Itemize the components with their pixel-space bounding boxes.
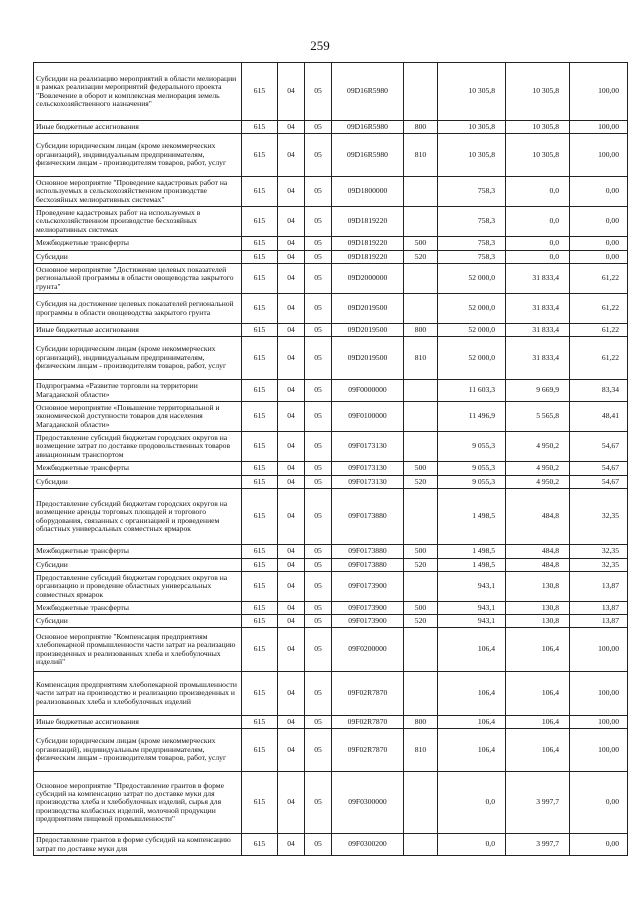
ministry-code-cell: 615 [242, 572, 278, 602]
actual-amount-cell: 484,8 [506, 559, 570, 572]
execution-percent-cell: 61,22 [570, 337, 628, 380]
subsection-code-cell: 05 [305, 432, 332, 462]
expense-type-cell: 800 [404, 716, 438, 729]
target-article-cell: 09F0173900 [332, 572, 404, 602]
expense-type-cell: 520 [404, 615, 438, 628]
actual-amount-cell: 106,4 [506, 716, 570, 729]
subsection-code-cell: 05 [305, 559, 332, 572]
expense-type-cell: 810 [404, 134, 438, 177]
actual-amount-cell: 130,8 [506, 572, 570, 602]
row-name-cell: Субсидии [34, 251, 242, 264]
subsection-code-cell: 05 [305, 134, 332, 177]
expense-type-cell [404, 264, 438, 294]
ministry-code-cell: 615 [242, 432, 278, 462]
actual-amount-cell: 9 669,9 [506, 380, 570, 402]
section-code-cell: 04 [278, 402, 305, 432]
actual-amount-cell: 10 305,8 [506, 121, 570, 134]
table-row [34, 207, 628, 237]
expense-type-cell: 500 [404, 545, 438, 559]
execution-percent-cell: 61,22 [570, 264, 628, 294]
subsection-code-cell: 05 [305, 294, 332, 324]
actual-amount-cell: 10 305,8 [506, 134, 570, 177]
expense-type-cell [404, 489, 438, 545]
section-code-cell: 04 [278, 432, 305, 462]
plan-amount-cell: 758,3 [438, 237, 506, 251]
expense-type-cell [404, 432, 438, 462]
plan-amount-cell: 758,3 [438, 177, 506, 207]
actual-amount-cell: 0,0 [506, 207, 570, 237]
target-article-cell: 09F0173880 [332, 489, 404, 545]
section-code-cell: 04 [278, 324, 305, 337]
row-name-cell: Предоставление субсидий бюджетам городских округов на возмещение аренды торговых площадей и торгового оборудования, связанных с организацией и проведением областных универсальных совместных ярмарок [34, 489, 242, 545]
expense-type-cell: 810 [404, 337, 438, 380]
section-code-cell: 04 [278, 264, 305, 294]
expense-type-cell: 500 [404, 602, 438, 615]
plan-amount-cell: 11 603,3 [438, 380, 506, 402]
plan-amount-cell: 10 305,8 [438, 121, 506, 134]
section-code-cell: 04 [278, 294, 305, 324]
table-row [34, 545, 628, 559]
execution-percent-cell: 100,00 [570, 729, 628, 772]
section-code-cell: 04 [278, 462, 305, 476]
row-name-cell: Иные бюджетные ассигнования [34, 324, 242, 337]
target-article-cell: 09D16R5980 [332, 121, 404, 134]
ministry-code-cell: 615 [242, 672, 278, 716]
ministry-code-cell: 615 [242, 476, 278, 489]
plan-amount-cell: 106,4 [438, 729, 506, 772]
section-code-cell: 04 [278, 177, 305, 207]
row-name-cell: Проведение кадастровых работ на используемых в сельскохозяйственном производстве бесхозяйных мелиоративных системах [34, 207, 242, 237]
target-article-cell: 09F0173880 [332, 559, 404, 572]
actual-amount-cell: 0,0 [506, 177, 570, 207]
plan-amount-cell: 943,1 [438, 572, 506, 602]
target-article-cell: 09F02R7870 [332, 716, 404, 729]
table-row [34, 63, 628, 121]
section-code-cell: 04 [278, 63, 305, 121]
row-name-cell: Субсидия на достижение целевых показателей региональной программы в области овощеводства закрытого грунта [34, 294, 242, 324]
expense-type-cell [404, 294, 438, 324]
row-name-cell: Иные бюджетные ассигнования [34, 121, 242, 134]
table-row [34, 134, 628, 177]
ministry-code-cell: 615 [242, 834, 278, 856]
row-name-cell: Предоставление субсидий бюджетам городских округов на организацию и проведение областных универсальных совместных ярмарок [34, 572, 242, 602]
target-article-cell: 09F02R7870 [332, 672, 404, 716]
execution-percent-cell: 0,00 [570, 772, 628, 834]
expense-type-cell [404, 177, 438, 207]
execution-percent-cell: 100,00 [570, 672, 628, 716]
target-article-cell: 09F0173130 [332, 476, 404, 489]
execution-percent-cell: 32,35 [570, 545, 628, 559]
plan-amount-cell: 1 498,5 [438, 545, 506, 559]
section-code-cell: 04 [278, 834, 305, 856]
ministry-code-cell: 615 [242, 177, 278, 207]
row-name-cell: Субсидии юридическим лицам (кроме некоммерческих организаций), индивидуальным предпринимателям, физическим лицам - производителям товаров, работ, услуг [34, 134, 242, 177]
subsection-code-cell: 05 [305, 207, 332, 237]
subsection-code-cell: 05 [305, 628, 332, 672]
execution-percent-cell: 13,87 [570, 602, 628, 615]
subsection-code-cell: 05 [305, 615, 332, 628]
actual-amount-cell: 106,4 [506, 628, 570, 672]
plan-amount-cell: 758,3 [438, 207, 506, 237]
row-name-cell: Межбюджетные трансферты [34, 545, 242, 559]
expense-type-cell [404, 672, 438, 716]
ministry-code-cell: 615 [242, 380, 278, 402]
target-article-cell: 09F0100000 [332, 402, 404, 432]
table-row [34, 251, 628, 264]
table-row [34, 615, 628, 628]
ministry-code-cell: 615 [242, 324, 278, 337]
execution-percent-cell: 48,41 [570, 402, 628, 432]
table-row [34, 121, 628, 134]
section-code-cell: 04 [278, 121, 305, 134]
target-article-cell: 09D1819220 [332, 237, 404, 251]
target-article-cell: 09F0000000 [332, 380, 404, 402]
expense-type-cell [404, 772, 438, 834]
execution-percent-cell: 0,00 [570, 237, 628, 251]
expense-type-cell [404, 402, 438, 432]
table-row [34, 476, 628, 489]
actual-amount-cell: 484,8 [506, 489, 570, 545]
table-row [34, 489, 628, 545]
actual-amount-cell: 3 997,7 [506, 834, 570, 856]
section-code-cell: 04 [278, 729, 305, 772]
subsection-code-cell: 05 [305, 672, 332, 716]
subsection-code-cell: 05 [305, 772, 332, 834]
section-code-cell: 04 [278, 672, 305, 716]
target-article-cell: 09D1819220 [332, 251, 404, 264]
ministry-code-cell: 615 [242, 134, 278, 177]
actual-amount-cell: 106,4 [506, 729, 570, 772]
plan-amount-cell: 52 000,0 [438, 264, 506, 294]
subsection-code-cell: 05 [305, 476, 332, 489]
actual-amount-cell: 31 833,4 [506, 294, 570, 324]
row-name-cell: Подпрограмма «Развитие торговли на территории Магаданской области» [34, 380, 242, 402]
ministry-code-cell: 615 [242, 264, 278, 294]
ministry-code-cell: 615 [242, 337, 278, 380]
actual-amount-cell: 31 833,4 [506, 337, 570, 380]
execution-percent-cell: 100,00 [570, 121, 628, 134]
actual-amount-cell: 10 305,8 [506, 63, 570, 121]
row-name-cell: Субсидии на реализацию мероприятий в области мелиорации в рамках реализации мероприятий федерального проекта "Вовлечение в оборот и комплексная мелиорация земель сельскохозяйственного назначения" [34, 63, 242, 121]
plan-amount-cell: 1 498,5 [438, 489, 506, 545]
subsection-code-cell: 05 [305, 324, 332, 337]
plan-amount-cell: 106,4 [438, 672, 506, 716]
target-article-cell: 09F0200000 [332, 628, 404, 672]
expense-type-cell: 500 [404, 462, 438, 476]
ministry-code-cell: 615 [242, 294, 278, 324]
table-row [34, 237, 628, 251]
subsection-code-cell: 05 [305, 545, 332, 559]
row-name-cell: Субсидии юридическим лицам (кроме некоммерческих организаций), индивидуальным предпринимателям, физическим лицам - производителям товаров, работ, услуг [34, 729, 242, 772]
subsection-code-cell: 05 [305, 489, 332, 545]
execution-percent-cell: 0,00 [570, 177, 628, 207]
target-article-cell: 09F02R7870 [332, 729, 404, 772]
table-row [34, 729, 628, 772]
expense-type-cell [404, 207, 438, 237]
subsection-code-cell: 05 [305, 264, 332, 294]
target-article-cell: 09F0173130 [332, 432, 404, 462]
target-article-cell: 09D2019500 [332, 337, 404, 380]
plan-amount-cell: 106,4 [438, 716, 506, 729]
subsection-code-cell: 05 [305, 251, 332, 264]
table-row [34, 324, 628, 337]
plan-amount-cell: 52 000,0 [438, 324, 506, 337]
execution-percent-cell: 32,35 [570, 489, 628, 545]
actual-amount-cell: 4 950,2 [506, 462, 570, 476]
target-article-cell: 09F0173900 [332, 615, 404, 628]
budget-table [33, 62, 628, 856]
expense-type-cell [404, 572, 438, 602]
row-name-cell: Субсидии [34, 559, 242, 572]
expense-type-cell: 520 [404, 476, 438, 489]
section-code-cell: 04 [278, 772, 305, 834]
ministry-code-cell: 615 [242, 237, 278, 251]
ministry-code-cell: 615 [242, 489, 278, 545]
target-article-cell: 09D1819220 [332, 207, 404, 237]
subsection-code-cell: 05 [305, 337, 332, 380]
actual-amount-cell: 106,4 [506, 672, 570, 716]
section-code-cell: 04 [278, 489, 305, 545]
plan-amount-cell: 9 055,3 [438, 432, 506, 462]
ministry-code-cell: 615 [242, 615, 278, 628]
section-code-cell: 04 [278, 602, 305, 615]
expense-type-cell: 810 [404, 729, 438, 772]
actual-amount-cell: 5 565,8 [506, 402, 570, 432]
target-article-cell: 09F0173130 [332, 462, 404, 476]
actual-amount-cell: 130,8 [506, 615, 570, 628]
table-row [34, 380, 628, 402]
table-row [34, 628, 628, 672]
actual-amount-cell: 31 833,4 [506, 264, 570, 294]
ministry-code-cell: 615 [242, 462, 278, 476]
page-number: 259 [310, 38, 330, 53]
row-name-cell: Основное мероприятие "Компенсация предприятиям хлебопекарной промышленности части затрат на реализацию произведенных и реализованных хлеба и хлебобулочных изделий" [34, 628, 242, 672]
execution-percent-cell: 13,87 [570, 615, 628, 628]
target-article-cell: 09D16R5980 [332, 134, 404, 177]
ministry-code-cell: 615 [242, 545, 278, 559]
table-body [34, 63, 628, 856]
target-article-cell: 09D2019500 [332, 324, 404, 337]
row-name-cell: Иные бюджетные ассигнования [34, 716, 242, 729]
actual-amount-cell: 130,8 [506, 602, 570, 615]
plan-amount-cell: 10 305,8 [438, 63, 506, 121]
plan-amount-cell: 9 055,3 [438, 462, 506, 476]
subsection-code-cell: 05 [305, 121, 332, 134]
table-row [34, 672, 628, 716]
subsection-code-cell: 05 [305, 237, 332, 251]
plan-amount-cell: 943,1 [438, 602, 506, 615]
subsection-code-cell: 05 [305, 602, 332, 615]
execution-percent-cell: 61,22 [570, 324, 628, 337]
subsection-code-cell: 05 [305, 729, 332, 772]
plan-amount-cell: 0,0 [438, 834, 506, 856]
subsection-code-cell: 05 [305, 834, 332, 856]
section-code-cell: 04 [278, 559, 305, 572]
section-code-cell: 04 [278, 337, 305, 380]
section-code-cell: 04 [278, 207, 305, 237]
table-row [34, 602, 628, 615]
subsection-code-cell: 05 [305, 380, 332, 402]
target-article-cell: 09D2000000 [332, 264, 404, 294]
row-name-cell: Субсидии [34, 476, 242, 489]
target-article-cell: 09F0173880 [332, 545, 404, 559]
row-name-cell: Субсидии [34, 615, 242, 628]
subsection-code-cell: 05 [305, 177, 332, 207]
section-code-cell: 04 [278, 545, 305, 559]
row-name-cell: Предоставление грантов в форме субсидий на компенсацию затрат по доставке муки для [34, 834, 242, 856]
expense-type-cell: 800 [404, 324, 438, 337]
row-name-cell: Основное мероприятие "Достижение целевых показателей региональной программы в области овощеводства закрытого грунта" [34, 264, 242, 294]
table-row [34, 177, 628, 207]
table-row [34, 772, 628, 834]
actual-amount-cell: 0,0 [506, 251, 570, 264]
execution-percent-cell: 100,00 [570, 628, 628, 672]
ministry-code-cell: 615 [242, 716, 278, 729]
table-row [34, 572, 628, 602]
section-code-cell: 04 [278, 237, 305, 251]
row-name-cell: Основное мероприятие "Предоставление грантов в форме субсидий на компенсацию затрат по доставке муки для производства хлеба и хлебобулочных изделий, сырья для производства колбасных изделий, молочной продукции предприятиям пищевой промышленности" [34, 772, 242, 834]
execution-percent-cell: 100,00 [570, 716, 628, 729]
row-name-cell: Основное мероприятие "Проведение кадастровых работ на используемых в сельскохозяйственном производстве бесхозяйных мелиоративных системах" [34, 177, 242, 207]
expense-type-cell: 520 [404, 559, 438, 572]
execution-percent-cell: 54,67 [570, 462, 628, 476]
execution-percent-cell: 54,67 [570, 476, 628, 489]
row-name-cell: Компенсация предприятиям хлебопекарной промышленности части затрат на производство и реализацию произведенных и реализованных хлеба и хлебобулочных изделий [34, 672, 242, 716]
ministry-code-cell: 615 [242, 207, 278, 237]
ministry-code-cell: 615 [242, 402, 278, 432]
section-code-cell: 04 [278, 380, 305, 402]
ministry-code-cell: 615 [242, 772, 278, 834]
subsection-code-cell: 05 [305, 572, 332, 602]
row-name-cell: Субсидии юридическим лицам (кроме некоммерческих организаций), индивидуальным предпринимателям, физическим лицам - производителям товаров, работ, услуг [34, 337, 242, 380]
target-article-cell: 09D2019500 [332, 294, 404, 324]
target-article-cell: 09F0300000 [332, 772, 404, 834]
execution-percent-cell: 100,00 [570, 134, 628, 177]
subsection-code-cell: 05 [305, 63, 332, 121]
target-article-cell: 09D16R5980 [332, 63, 404, 121]
section-code-cell: 04 [278, 476, 305, 489]
target-article-cell: 09D1800000 [332, 177, 404, 207]
execution-percent-cell: 100,00 [570, 63, 628, 121]
table-row [34, 337, 628, 380]
execution-percent-cell: 54,67 [570, 432, 628, 462]
target-article-cell: 09F0300200 [332, 834, 404, 856]
table-row [34, 432, 628, 462]
ministry-code-cell: 615 [242, 63, 278, 121]
section-code-cell: 04 [278, 716, 305, 729]
plan-amount-cell: 9 055,3 [438, 476, 506, 489]
plan-amount-cell: 52 000,0 [438, 337, 506, 380]
actual-amount-cell: 484,8 [506, 545, 570, 559]
target-article-cell: 09F0173900 [332, 602, 404, 615]
execution-percent-cell: 83,34 [570, 380, 628, 402]
section-code-cell: 04 [278, 615, 305, 628]
row-name-cell: Межбюджетные трансферты [34, 602, 242, 615]
table-row [34, 559, 628, 572]
execution-percent-cell: 0,00 [570, 834, 628, 856]
execution-percent-cell: 61,22 [570, 294, 628, 324]
plan-amount-cell: 106,4 [438, 628, 506, 672]
table-row [34, 294, 628, 324]
subsection-code-cell: 05 [305, 402, 332, 432]
plan-amount-cell: 52 000,0 [438, 294, 506, 324]
table-row [34, 716, 628, 729]
table-row [34, 264, 628, 294]
expense-type-cell: 800 [404, 121, 438, 134]
section-code-cell: 04 [278, 134, 305, 177]
ministry-code-cell: 615 [242, 729, 278, 772]
ministry-code-cell: 615 [242, 251, 278, 264]
ministry-code-cell: 615 [242, 602, 278, 615]
subsection-code-cell: 05 [305, 716, 332, 729]
plan-amount-cell: 10 305,8 [438, 134, 506, 177]
table-row [34, 834, 628, 856]
ministry-code-cell: 615 [242, 559, 278, 572]
row-name-cell: Межбюджетные трансферты [34, 237, 242, 251]
expense-type-cell: 520 [404, 251, 438, 264]
actual-amount-cell: 4 950,2 [506, 476, 570, 489]
actual-amount-cell: 0,0 [506, 237, 570, 251]
subsection-code-cell: 05 [305, 462, 332, 476]
ministry-code-cell: 615 [242, 628, 278, 672]
section-code-cell: 04 [278, 628, 305, 672]
execution-percent-cell: 0,00 [570, 207, 628, 237]
row-name-cell: Межбюджетные трансферты [34, 462, 242, 476]
ministry-code-cell: 615 [242, 121, 278, 134]
execution-percent-cell: 13,87 [570, 572, 628, 602]
plan-amount-cell: 943,1 [438, 615, 506, 628]
row-name-cell: Предоставление субсидий бюджетам городских округов на возмещение затрат по доставке продовольственных товаров авиационным транспортом [34, 432, 242, 462]
expense-type-cell [404, 628, 438, 672]
section-code-cell: 04 [278, 251, 305, 264]
plan-amount-cell: 758,3 [438, 251, 506, 264]
actual-amount-cell: 3 997,7 [506, 772, 570, 834]
execution-percent-cell: 32,35 [570, 559, 628, 572]
table-row [34, 462, 628, 476]
plan-amount-cell: 11 496,9 [438, 402, 506, 432]
table-row [34, 402, 628, 432]
section-code-cell: 04 [278, 572, 305, 602]
actual-amount-cell: 4 950,2 [506, 432, 570, 462]
expense-type-cell [404, 63, 438, 121]
row-name-cell: Основное мероприятие «Повышение территориальной и экономической доступности товаров для населения Магаданской области» [34, 402, 242, 432]
expense-type-cell: 500 [404, 237, 438, 251]
plan-amount-cell: 1 498,5 [438, 559, 506, 572]
expense-type-cell [404, 834, 438, 856]
plan-amount-cell: 0,0 [438, 772, 506, 834]
execution-percent-cell: 0,00 [570, 251, 628, 264]
actual-amount-cell: 31 833,4 [506, 324, 570, 337]
expense-type-cell [404, 380, 438, 402]
